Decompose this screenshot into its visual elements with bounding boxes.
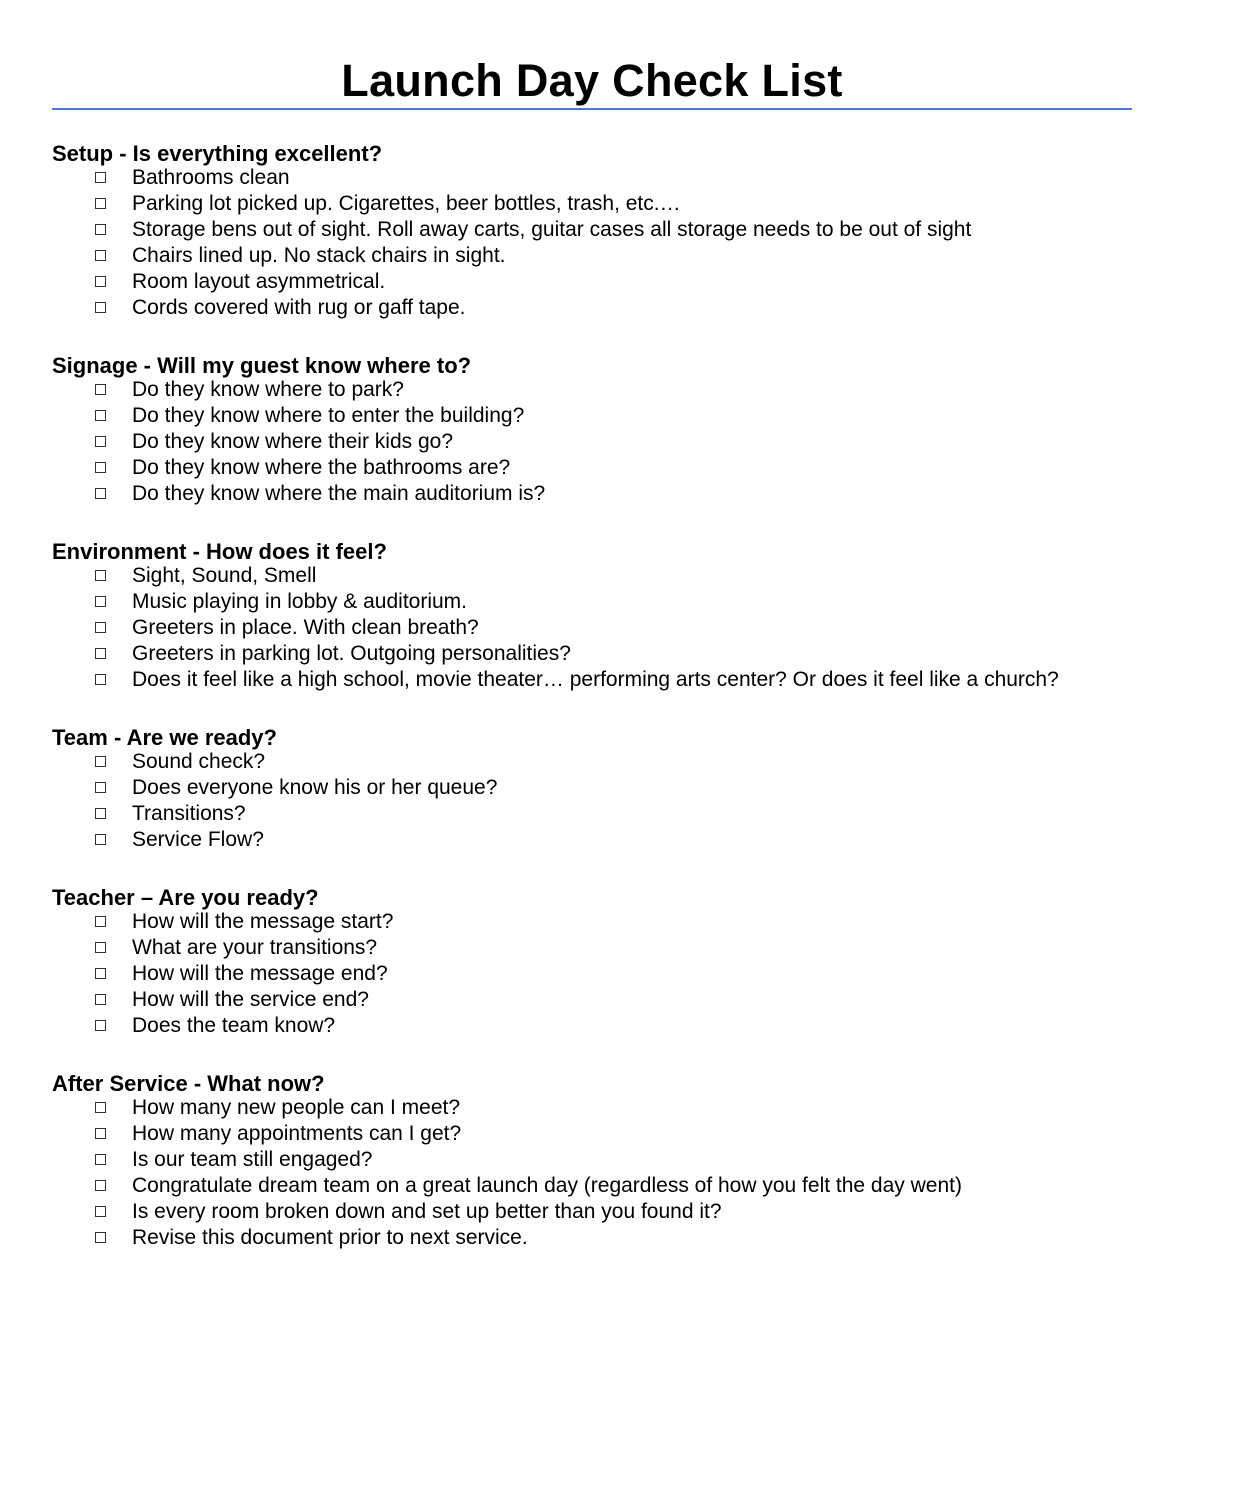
checklist-item-text: Is every room broken down and set up better than you found it? bbox=[132, 1200, 722, 1223]
checklist-item-text: Cords covered with rug or gaff tape. bbox=[132, 296, 466, 319]
checklist-item-text: Congratulate dream team on a great launch day (regardless of how you felt the day went) bbox=[132, 1174, 962, 1197]
section-heading: Teacher – Are you ready? bbox=[52, 885, 319, 910]
checklist-item-text: How will the message end? bbox=[132, 962, 388, 985]
checklist-item bbox=[52, 935, 1202, 961]
checklist-item-text: Music playing in lobby & auditorium. bbox=[132, 590, 467, 613]
checklist-item-text: Do they know where their kids go? bbox=[132, 430, 453, 453]
checkbox-icon[interactable] bbox=[95, 276, 106, 287]
checklist-item-text: How will the service end? bbox=[132, 988, 369, 1011]
checkbox-icon[interactable] bbox=[95, 1102, 106, 1113]
checklist-item bbox=[52, 243, 1202, 269]
checklist-item-text: What are your transitions? bbox=[132, 936, 378, 959]
checkbox-icon[interactable] bbox=[95, 224, 106, 235]
checklist-item-text: How will the message start? bbox=[132, 910, 394, 933]
checkbox-icon[interactable] bbox=[95, 834, 106, 845]
checkbox-icon[interactable] bbox=[95, 596, 106, 607]
checklist-item bbox=[52, 749, 1202, 775]
checklist-item-text: How many new people can I meet? bbox=[132, 1096, 461, 1119]
checklist-item-text: Bathrooms clean bbox=[132, 166, 290, 189]
section-heading: After Service - What now? bbox=[52, 1071, 325, 1096]
checkbox-icon[interactable] bbox=[95, 198, 106, 209]
checklist-item bbox=[52, 801, 1202, 827]
checklist-item-text: Sight, Sound, Smell bbox=[132, 564, 317, 587]
checklist-items bbox=[52, 377, 1202, 507]
checklist-item bbox=[52, 909, 1202, 935]
checklist-section bbox=[52, 351, 1202, 507]
checkbox-icon[interactable] bbox=[95, 622, 106, 633]
checklist-item bbox=[52, 1225, 1202, 1251]
page-title: Launch Day Check List bbox=[341, 55, 843, 106]
checklist-item bbox=[52, 827, 1202, 853]
checklist-item bbox=[52, 295, 1202, 321]
checklist-items bbox=[52, 909, 1202, 1039]
checkbox-icon[interactable] bbox=[95, 570, 106, 581]
checkbox-icon[interactable] bbox=[95, 1020, 106, 1031]
checklist-item bbox=[52, 667, 1202, 693]
checklist-content bbox=[52, 139, 1202, 1281]
checkbox-icon[interactable] bbox=[95, 302, 106, 313]
checklist-section bbox=[52, 723, 1202, 853]
checklist-section bbox=[52, 139, 1202, 321]
checklist-items bbox=[52, 563, 1202, 693]
checklist-section bbox=[52, 537, 1202, 693]
checklist-item bbox=[52, 269, 1202, 295]
checkbox-icon[interactable] bbox=[95, 1180, 106, 1191]
checkbox-icon[interactable] bbox=[95, 782, 106, 793]
title-divider bbox=[52, 108, 1132, 110]
checklist-item bbox=[52, 165, 1202, 191]
section-heading: Environment - How does it feel? bbox=[52, 539, 387, 564]
checklist-item-text: Greeters in place. With clean breath? bbox=[132, 616, 479, 639]
checkbox-icon[interactable] bbox=[95, 1128, 106, 1139]
checklist-item bbox=[52, 1095, 1202, 1121]
section-heading: Team - Are we ready? bbox=[52, 725, 277, 750]
section-heading: Setup - Is everything excellent? bbox=[52, 141, 383, 166]
checklist-item-text: Do they know where to enter the building? bbox=[132, 404, 525, 427]
checklist-item-text: Does it feel like a high school, movie theater… performing arts center? Or does it feel like a church? bbox=[132, 668, 1059, 691]
checklist-item-text: Is our team still engaged? bbox=[132, 1148, 373, 1171]
checklist-item bbox=[52, 377, 1202, 403]
checkbox-icon[interactable] bbox=[95, 436, 106, 447]
section-heading: Signage - Will my guest know where to? bbox=[52, 353, 472, 378]
checklist-item-text: Sound check? bbox=[132, 750, 266, 773]
checklist-item bbox=[52, 1147, 1202, 1173]
checkbox-icon[interactable] bbox=[95, 994, 106, 1005]
checklist-section bbox=[52, 1069, 1202, 1251]
checklist-item bbox=[52, 961, 1202, 987]
checkbox-icon[interactable] bbox=[95, 968, 106, 979]
checklist-item bbox=[52, 775, 1202, 801]
checklist-section bbox=[52, 883, 1202, 1039]
checkbox-icon[interactable] bbox=[95, 756, 106, 767]
checkbox-icon[interactable] bbox=[95, 488, 106, 499]
checklist-item-text: Chairs lined up. No stack chairs in sight. bbox=[132, 244, 506, 267]
checkbox-icon[interactable] bbox=[95, 250, 106, 261]
checklist-item-text: Do they know where the main auditorium is? bbox=[132, 482, 546, 505]
checklist-item bbox=[52, 191, 1202, 217]
checklist-item-text: Do they know where the bathrooms are? bbox=[132, 456, 511, 479]
checklist-item-text: Room layout asymmetrical. bbox=[132, 270, 386, 293]
checklist-item bbox=[52, 1199, 1202, 1225]
checklist-item bbox=[52, 455, 1202, 481]
checkbox-icon[interactable] bbox=[95, 1154, 106, 1165]
checklist-item bbox=[52, 403, 1202, 429]
checklist-item bbox=[52, 481, 1202, 507]
checkbox-icon[interactable] bbox=[95, 1206, 106, 1217]
checklist-item-text: Parking lot picked up. Cigarettes, beer bottles, trash, etc.… bbox=[132, 192, 681, 215]
checklist-item-text: Do they know where to park? bbox=[132, 378, 404, 401]
checklist-item-text: Greeters in parking lot. Outgoing personalities? bbox=[132, 642, 571, 665]
checkbox-icon[interactable] bbox=[95, 410, 106, 421]
checklist-item bbox=[52, 1013, 1202, 1039]
checklist-item bbox=[52, 217, 1202, 243]
checklist-item bbox=[52, 1173, 1202, 1199]
checklist-item bbox=[52, 563, 1202, 589]
checklist-item-text: Does the team know? bbox=[132, 1014, 336, 1037]
checklist-item-text: Does everyone know his or her queue? bbox=[132, 776, 498, 799]
checkbox-icon[interactable] bbox=[95, 1232, 106, 1243]
checklist-item-text: Revise this document prior to next service. bbox=[132, 1226, 528, 1249]
checklist-items bbox=[52, 749, 1202, 853]
checklist-item bbox=[52, 641, 1202, 667]
checklist-item bbox=[52, 615, 1202, 641]
checkbox-icon[interactable] bbox=[95, 916, 106, 927]
checklist-item-text: Service Flow? bbox=[132, 828, 264, 851]
checkbox-icon[interactable] bbox=[95, 808, 106, 819]
checklist-item bbox=[52, 589, 1202, 615]
checklist-items bbox=[52, 165, 1202, 321]
checkbox-icon[interactable] bbox=[95, 384, 106, 395]
checklist-items bbox=[52, 1095, 1202, 1251]
checklist-item-text: Transitions? bbox=[132, 802, 246, 825]
checklist-item-text: How many appointments can I get? bbox=[132, 1122, 462, 1145]
checkbox-icon[interactable] bbox=[95, 462, 106, 473]
checkbox-icon[interactable] bbox=[95, 942, 106, 953]
checklist-item-text: Storage bens out of sight. Roll away carts, guitar cases all storage needs to be out of sight bbox=[132, 218, 972, 241]
checkbox-icon[interactable] bbox=[95, 648, 106, 659]
checklist-item bbox=[52, 429, 1202, 455]
checklist-item bbox=[52, 987, 1202, 1013]
checkbox-icon[interactable] bbox=[95, 674, 106, 685]
checkbox-icon[interactable] bbox=[95, 172, 106, 183]
checklist-item bbox=[52, 1121, 1202, 1147]
